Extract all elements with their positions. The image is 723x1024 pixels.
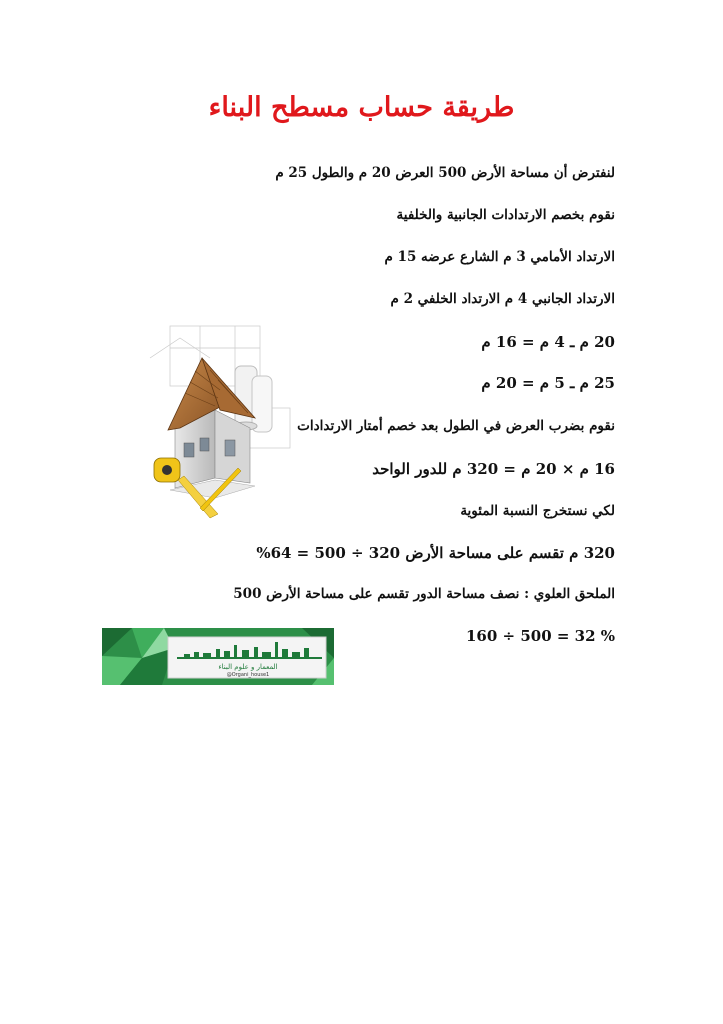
text-line-annex-rule: الملحق العلوي : نصف مساحة الدور تقسم على مساحة الأرض 500	[233, 586, 615, 602]
text-line-width-calc: 20 م ـ 4 م = 16 م	[481, 333, 615, 351]
text-line-length-calc: 25 م ـ 5 م = 20 م	[481, 374, 615, 392]
brand-banner	[102, 628, 334, 685]
text-line-area-calc: 16 م × 20 م = 320 م للدور الواحد	[372, 460, 615, 478]
text-line-multiply-instruction: نقوم بضرب العرض في الطول بعد خصم أمتار الارتدادات	[297, 418, 615, 434]
banner-name: المعمار و علوم البناء	[218, 663, 278, 671]
page-title: طريقة حساب مسطح البناء	[208, 92, 515, 123]
text-line-deduct-setbacks: نقوم بخصم الارتدادات الجانبية والخلفية	[396, 207, 615, 223]
banner-handle: @Organi_house1	[226, 672, 270, 678]
house-construction-image	[140, 318, 300, 523]
text-line-percentage-intro: لكي نستخرج النسبة المئوية	[460, 503, 615, 519]
text-line-side-rear-setback: الارتداد الجانبي 4 م الارتداد الخلفي 2 م	[390, 291, 615, 307]
text-line-land-assumption: لنفترض أن مساحة الأرض 500 العرض 20 م والطول 25 م	[275, 165, 615, 181]
text-line-front-setback: الارتداد الأمامي 3 م الشارع عرضه 15 م	[384, 249, 615, 265]
text-line-annex-calc: 160 ÷ 500 = 32 %	[466, 627, 615, 645]
text-line-percentage-calc: 320 م تقسم على مساحة الأرض 320 ÷ 500 = 64%	[256, 544, 615, 562]
